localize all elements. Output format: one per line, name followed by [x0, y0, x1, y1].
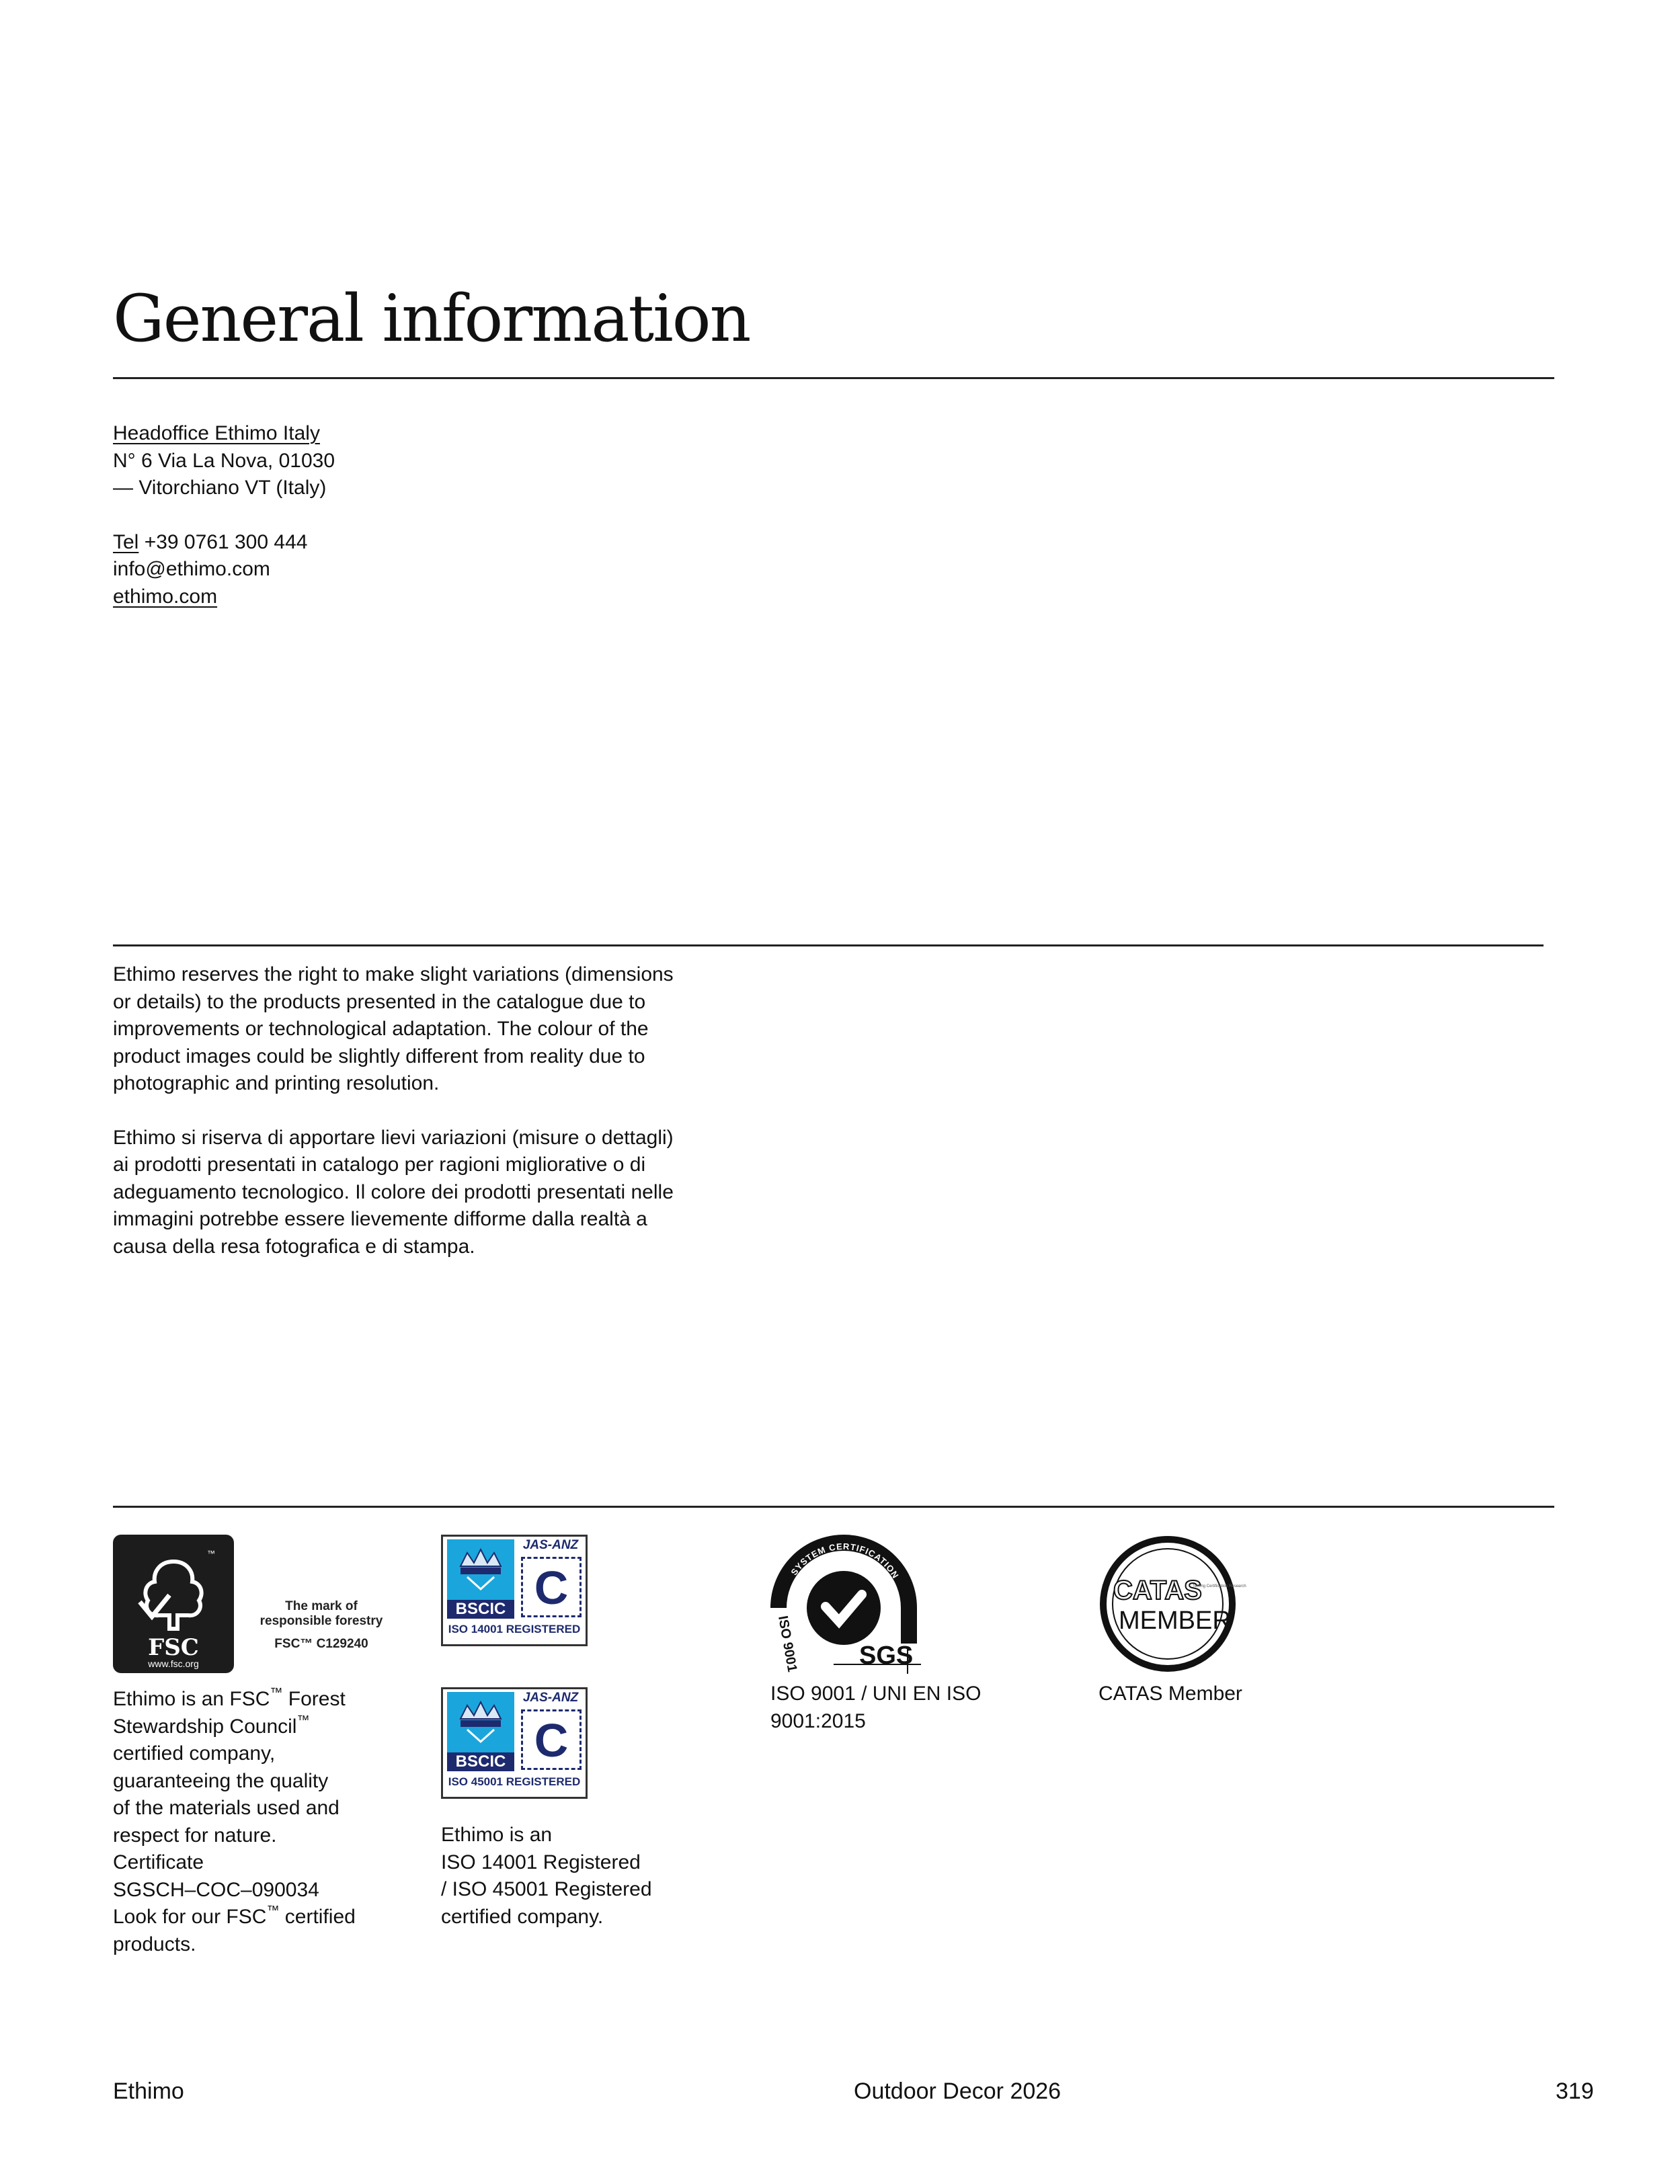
disclaimer-en-line: photographic and printing resolution.	[113, 1072, 440, 1094]
bscic-registration: ISO 45001 REGISTERED	[448, 1775, 581, 1788]
footer-brand: Ethimo	[113, 2078, 184, 2104]
disclaimer-italian	[113, 1125, 852, 1261]
fsc-tagline-line: responsible forestry	[259, 1614, 383, 1628]
bscic-desc-line: ISO 14001 Registered	[441, 1851, 641, 1873]
jasanz-c-icon: C	[521, 1709, 582, 1770]
page-number: 319	[1556, 2078, 1594, 2104]
tel-label-link[interactable]: Tel	[113, 530, 139, 553]
sgs-check-icon	[766, 1533, 928, 1674]
bscic-iso14001-badge	[441, 1535, 588, 1646]
disclaimer-en-line: or details) to the products presented in the catalogue due to	[113, 990, 646, 1013]
bscic-description	[441, 1822, 737, 1931]
disclaimer-it-line: causa della resa fotografica e di stampa.	[113, 1235, 475, 1258]
svg-text:ISO 9001: ISO 9001	[775, 1615, 800, 1674]
bscic-desc-line: / ISO 45001 Registered	[441, 1878, 652, 1900]
address-line-1: N° 6 Via La Nova, 01030	[113, 449, 335, 472]
disclaimer-it-line: Ethimo si riserva di apportare lievi variazioni (misure o dettagli)	[113, 1126, 674, 1149]
title-divider	[113, 377, 1554, 379]
bscic-desc-line: certified company.	[441, 1905, 604, 1928]
disclaimer-en-line: product images could be slightly different from reality due to	[113, 1045, 645, 1067]
disclaimer-it-line: immagini potrebbe essere lievemente difforme dalla realtà a	[113, 1208, 647, 1230]
bscic-name: BSCIC	[447, 1752, 514, 1771]
disclaimer-english	[113, 961, 852, 1098]
fsc-desc-line: Stewardship Council™	[113, 1713, 310, 1738]
phone-line	[113, 529, 651, 557]
disclaimer-block	[113, 961, 852, 1260]
bscic-iso45001-badge	[441, 1687, 588, 1799]
fsc-desc-line: respect for nature.	[113, 1824, 277, 1847]
fsc-desc-line: Certificate	[113, 1851, 204, 1873]
disclaimer-en-line: Ethimo reserves the right to make slight variations (dimensions	[113, 963, 674, 985]
fsc-desc-line: Look for our FSC™ certified	[113, 1904, 356, 1928]
fsc-desc-line: guaranteeing the quality	[113, 1769, 329, 1792]
svg-text:™: ™	[207, 1549, 215, 1558]
tel-number[interactable]: +39 0761 300 444	[144, 530, 308, 553]
disclaimer-it-line: adeguamento tecnologico. Il colore dei prodotti presentati nelle	[113, 1180, 674, 1203]
fsc-tagline	[247, 1599, 395, 1652]
catas-description: CATAS Member	[1098, 1683, 1242, 1705]
fsc-desc-line: of the materials used and	[113, 1797, 339, 1819]
headoffice-link[interactable]: Headoffice Ethimo Italy	[113, 422, 320, 444]
sgs-description	[770, 1681, 1053, 1735]
bscic-name: BSCIC	[447, 1600, 514, 1619]
fsc-description	[113, 1686, 409, 1958]
fsc-logo-url: www.fsc.org	[148, 1658, 199, 1669]
catas-member-logo	[1098, 1535, 1246, 1673]
jasanz-label: JAS-ANZ	[522, 1538, 579, 1552]
bscic-registration: ISO 14001 REGISTERED	[448, 1623, 581, 1635]
page-title: General information	[113, 281, 750, 356]
svg-text:Testing Certification Research: Testing Certification Research	[1193, 1584, 1246, 1588]
fsc-certificate-number: SGSCH–COC–090034	[113, 1878, 319, 1901]
disclaimer-divider	[113, 944, 1544, 946]
contact-block	[113, 420, 651, 610]
svg-text:SGS: SGS	[859, 1642, 914, 1670]
jasanz-c-icon: C	[521, 1557, 582, 1617]
sgs-desc-line: 9001:2015	[770, 1709, 866, 1732]
svg-text:MEMBER: MEMBER	[1119, 1607, 1231, 1635]
email-link[interactable]: info@ethimo.com	[113, 558, 270, 580]
bscic-desc-line: Ethimo is an	[441, 1824, 553, 1846]
website-link[interactable]: ethimo.com	[113, 585, 218, 608]
fsc-desc-line: certified company,	[113, 1742, 276, 1765]
jasanz-label: JAS-ANZ	[522, 1691, 579, 1705]
fsc-desc-line: Ethimo is an FSC™ Forest	[113, 1686, 346, 1710]
fsc-logo	[113, 1535, 395, 1673]
catas-badge-icon	[1098, 1535, 1246, 1673]
disclaimer-it-line: ai prodotti presentati in catalogo per ragioni migliorative o di	[113, 1154, 646, 1176]
sgs-desc-line: ISO 9001 / UNI EN ISO	[770, 1683, 982, 1705]
disclaimer-en-line: improvements or technological adaptation. The colour of the	[113, 1018, 649, 1040]
fsc-code: FSC™ C129240	[274, 1637, 368, 1651]
fsc-desc-line: products.	[113, 1933, 196, 1955]
svg-text:SYSTEM CERTIFICATION: SYSTEM CERTIFICATION	[789, 1541, 902, 1581]
fsc-logo-text: FSC	[148, 1634, 199, 1661]
sgs-iso9001-logo	[766, 1533, 928, 1674]
certifications-divider	[113, 1506, 1554, 1508]
fsc-tagline-line: The mark of	[285, 1599, 358, 1613]
address-line-2: — Vitorchiano VT (Italy)	[113, 477, 327, 499]
footer-catalog-title: Outdoor Decor 2026	[854, 2078, 1062, 2104]
svg-text:CATAS: CATAS	[1113, 1576, 1202, 1605]
